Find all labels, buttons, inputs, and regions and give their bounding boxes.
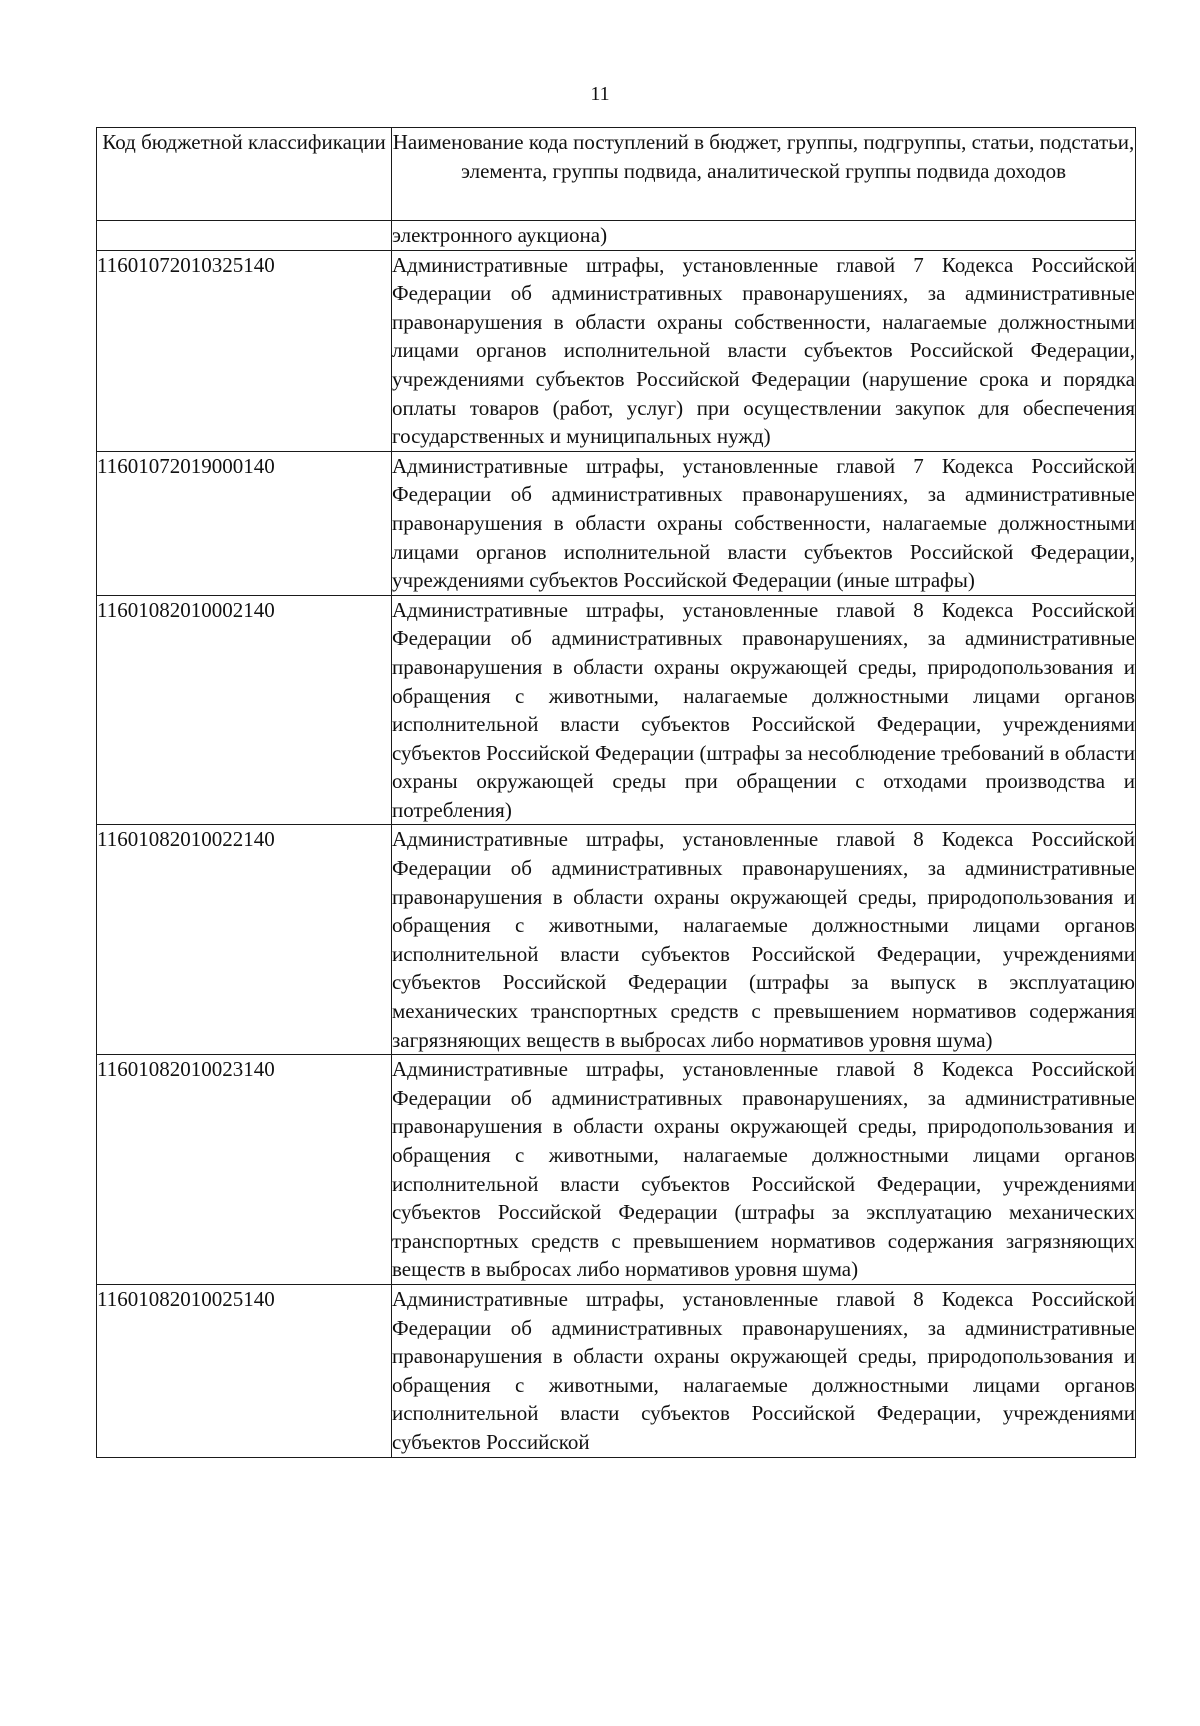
row-description: Административные штрафы, установленные главой 7 Кодекса Российской Федерации об административных правонарушениях, за административные правонарушения в области охраны собственности, налагаемые должностными лицами органов исполнительной власти субъектов Российской Федерации, учреждениями субъектов Российской Федерации (нарушение срока и порядка оплаты товаров (работ, услуг) при осуществлении закупок для обеспечения государственных и муниципальных нужд) — [392, 250, 1136, 451]
table-row — [97, 1284, 1136, 1457]
row-code: 11601082010025140 — [97, 1284, 392, 1457]
row-description: Административные штрафы, установленные главой 8 Кодекса Российской Федерации об административных правонарушениях, за административные правонарушения в области охраны окружающей среды, природопользования и обращения с животными, налагаемые должностными лицами органов исполнительной власти субъектов Российской Федерации, учреждениями субъектов Российской Федерации (штрафы за эксплуатацию механических транспортных средств с превышением нормативов содержания загрязняющих веществ в выбросах либо нормативов уровня шума) — [392, 1055, 1136, 1285]
row-code: 11601082010023140 — [97, 1055, 392, 1285]
table-row-continuation — [97, 221, 1136, 251]
table-row — [97, 451, 1136, 595]
row-code: 11601072010325140 — [97, 250, 392, 451]
header-name-column: Наименование кода поступлений в бюджет, группы, подгруппы, статьи, подстатьи, элемента, группы подвида, аналитической группы подвида доходов — [392, 128, 1136, 221]
row-description: Административные штрафы, установленные главой 8 Кодекса Российской Федерации об административных правонарушениях, за административные правонарушения в области охраны окружающей среды, природопользования и обращения с животными, налагаемые должностными лицами органов исполнительной власти субъектов Российской Федерации, учреждениями субъектов Российской Федерации (штрафы за несоблюдение требований в области охраны окружающей среды при обращении с отходами производства и потребления) — [392, 595, 1136, 825]
row-description: Административные штрафы, установленные главой 8 Кодекса Российской Федерации об административных правонарушениях, за административные правонарушения в области охраны окружающей среды, природопользования и обращения с животными, налагаемые должностными лицами органов исполнительной власти субъектов Российской Федерации, учреждениями субъектов Российской Федерации (штрафы за выпуск в эксплуатацию механических транспортных средств с превышением нормативов содержания загрязняющих веществ в выбросах либо нормативов уровня шума) — [392, 825, 1136, 1055]
header-code-column: Код бюджетной классификации — [97, 128, 392, 221]
table-row — [97, 825, 1136, 1055]
row-code: 11601082010002140 — [97, 595, 392, 825]
page-number: 11 — [590, 83, 610, 105]
table-row — [97, 595, 1136, 825]
row-description: Административные штрафы, установленные главой 7 Кодекса Российской Федерации об административных правонарушениях, за административные правонарушения в области охраны собственности, налагаемые должностными лицами органов исполнительной власти субъектов Российской Федерации, учреждениями субъектов Российской Федерации (иные штрафы) — [392, 451, 1136, 595]
row-description: Административные штрафы, установленные главой 8 Кодекса Российской Федерации об административных правонарушениях, за административные правонарушения в области охраны окружающей среды, природопользования и обращения с животными, налагаемые должностными лицами органов исполнительной власти субъектов Российской Федерации, учреждениями субъектов Российской — [392, 1284, 1136, 1457]
table-header-row — [97, 128, 1136, 221]
row-code: 11601072019000140 — [97, 451, 392, 595]
row-code: 11601082010022140 — [97, 825, 392, 1055]
continuation-code-cell — [97, 221, 392, 251]
table-row — [97, 250, 1136, 451]
table-row — [97, 1055, 1136, 1285]
continuation-text-cell: электронного аукциона) — [392, 221, 1136, 251]
budget-classification-table — [96, 127, 1136, 1458]
